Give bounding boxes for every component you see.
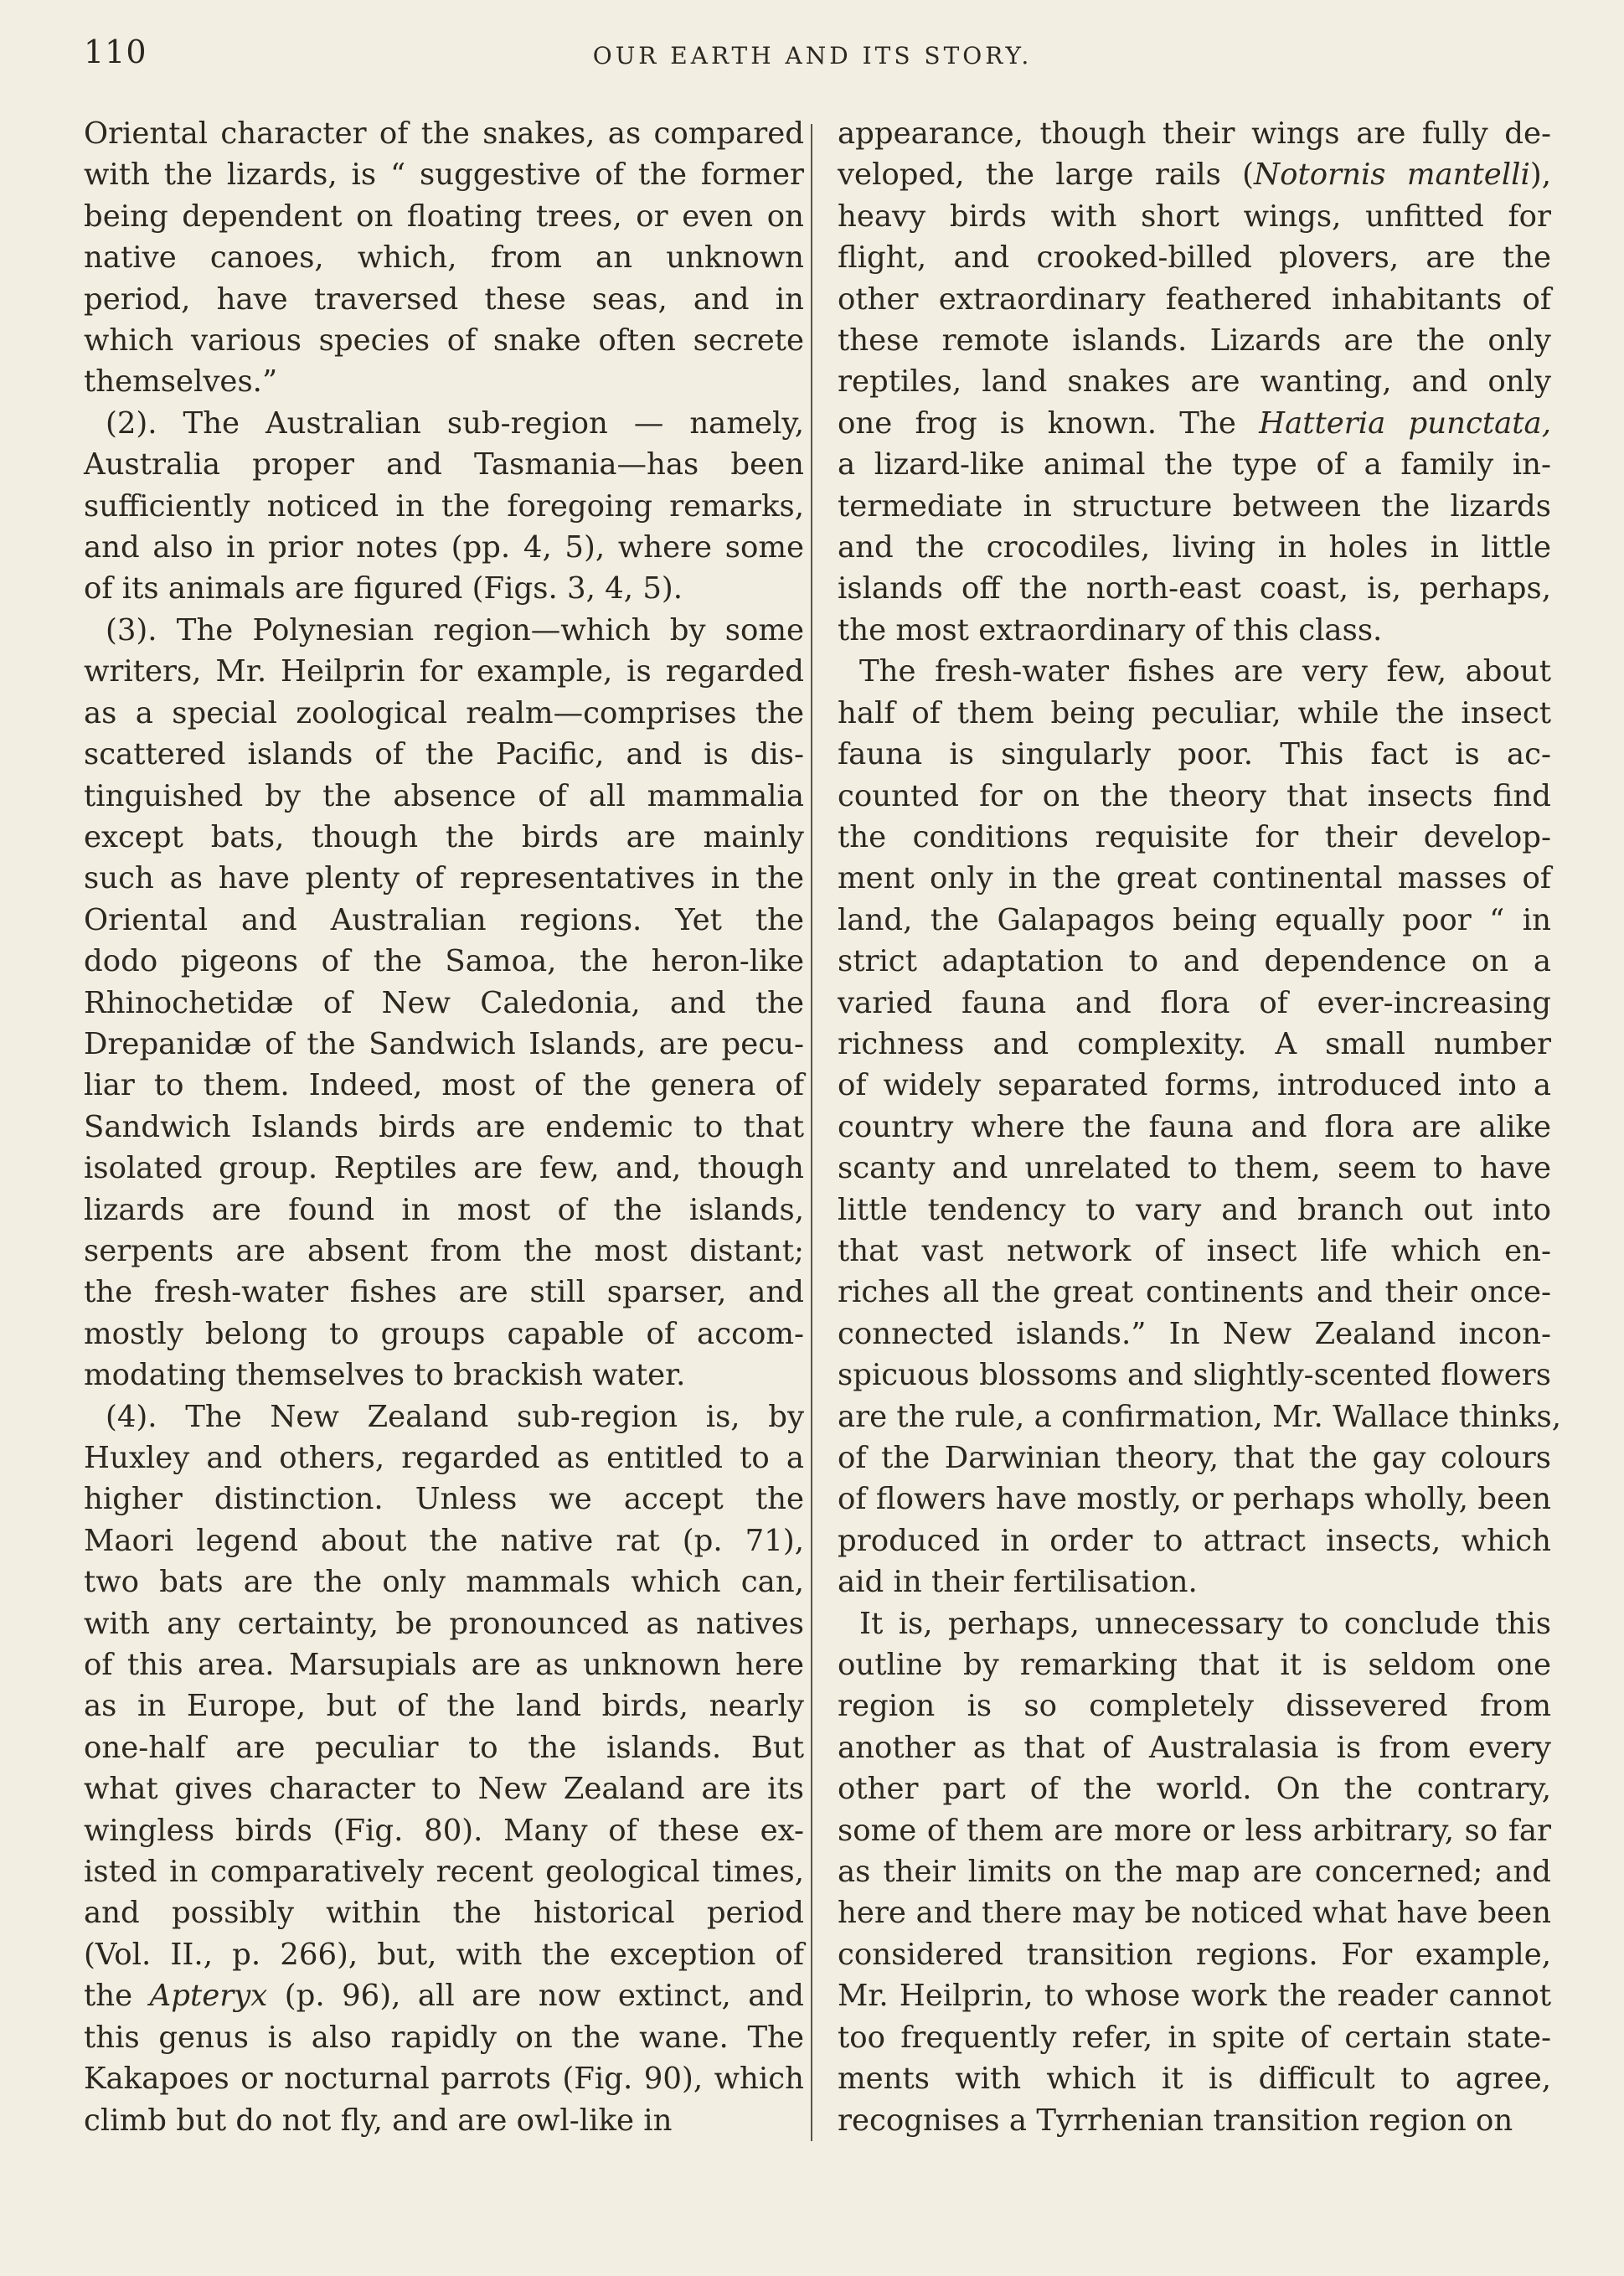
text-line: Rhinochetidæ of New Caledonia, and the <box>84 985 804 1020</box>
text-line: riches all the great continents and their once- <box>838 1275 1551 1310</box>
text-line <box>838 154 1551 195</box>
text-line: of widely separated forms, introduced into a <box>838 1068 1551 1103</box>
text-line: dodo pigeons of the Samoa, the heron-like <box>84 944 804 979</box>
text-line: country where the fauna and flora are alike <box>838 1109 1551 1144</box>
text-line: other extraordinary feathered inhabitants of <box>838 281 1551 317</box>
text-line: scattered islands of the Pacific, and is dis- <box>84 737 804 772</box>
text-line: as in Europe, but of the land birds, nearly <box>84 1689 804 1724</box>
text-line: considered transition regions. For example, <box>838 1937 1551 1972</box>
text-fragment: (p. 96), all are now extinct, and <box>267 1979 804 2014</box>
italic-species-name: Apteryx <box>149 1979 268 2014</box>
text-line: as their limits on the map are concerned; and <box>838 1855 1551 1890</box>
text-line: wingless birds (Fig. 80). Many of these ex- <box>84 1813 804 1848</box>
text-line: (Vol. II., p. 266), but, with the exception of <box>84 1937 804 1972</box>
text-line: ments with which it is difficult to agree, <box>838 2062 1551 2097</box>
text-line: and also in prior notes (pp. 4, 5), where some <box>84 530 804 565</box>
left-text-column <box>84 113 804 2141</box>
text-line: region is so completely dissevered from <box>838 1689 1551 1724</box>
text-line: land, the Galapagos being equally poor “ in <box>838 902 1551 937</box>
text-line: connected islands.” In New Zealand incon- <box>838 1316 1551 1351</box>
text-line: what gives character to New Zealand are its <box>84 1772 804 1807</box>
text-line: modating themselves to brackish water. <box>84 1358 686 1393</box>
text-line: lizards are found in most of the islands, <box>84 1192 804 1227</box>
text-line: Oriental and Australian regions. Yet the <box>84 902 804 937</box>
text-fragment: one frog is known. The <box>838 405 1260 441</box>
text-line: ment only in the great continental masses of <box>838 861 1551 896</box>
italic-species-name: Hatteria punctata, <box>1259 405 1551 441</box>
text-line: the most extraordinary of this class. <box>838 612 1383 648</box>
text-line: and possibly within the historical period <box>84 1896 804 1931</box>
text-line: recognises a Tyrrhenian transition region on <box>838 2103 1513 2138</box>
page-header <box>84 34 1541 84</box>
text-line: Maori legend about the native rat (p. 71), <box>84 1523 804 1558</box>
text-line: themselves.” <box>84 364 278 400</box>
text-line: fauna is singularly poor. This fact is ac- <box>838 737 1551 772</box>
text-line: a lizard-like animal the type of a family in- <box>838 447 1551 483</box>
text-line: Mr. Heilprin, to whose work the reader cannot <box>838 1979 1551 2014</box>
text-line: islands off the north-east coast, is, perhaps, <box>838 571 1551 606</box>
text-line: sufficiently noticed in the foregoing remarks, <box>84 488 804 524</box>
text-line: other part of the world. On the contrary, <box>838 1772 1551 1807</box>
text-line: spicuous blossoms and slightly-scented flowers <box>838 1358 1551 1393</box>
text-line: liar to them. Indeed, most of the genera of <box>84 1068 804 1103</box>
page-number: 110 <box>84 34 147 70</box>
text-line: outline by remarking that it is seldom one <box>838 1648 1551 1683</box>
text-line: scanty and unrelated to them, seem to have <box>838 1151 1551 1186</box>
text-line: Kakapoes or nocturnal parrots (Fig. 90), which <box>84 2062 804 2097</box>
text-line: higher distinction. Unless we accept the <box>84 1482 804 1517</box>
text-line: too frequently refer, in spite of certain state- <box>838 2020 1551 2055</box>
text-line: that vast network of insect life which en- <box>838 1233 1551 1268</box>
right-text-column <box>838 113 1562 2141</box>
text-line: aid in their fertilisation. <box>838 1565 1198 1600</box>
text-line <box>838 403 1551 444</box>
text-line: half of them being peculiar, while the insect <box>838 695 1551 730</box>
text-line: (3). The Polynesian region—which by some <box>106 612 804 648</box>
text-line: (4). The New Zealand sub-region is, by <box>106 1399 804 1434</box>
text-line: this genus is also rapidly on the wane. The <box>84 2020 804 2055</box>
text-line: two bats are the only mammals which can, <box>84 1565 804 1600</box>
text-line: richness and complexity. A small number <box>838 1026 1551 1061</box>
text-fragment: the <box>84 1979 150 2014</box>
text-line: heavy birds with short wings, unfitted for <box>838 199 1551 234</box>
text-line: The fresh-water fishes are very few, about <box>859 654 1551 689</box>
text-line: Oriental character of the snakes, as compared <box>84 116 804 151</box>
text-line: counted for on the theory that insects find <box>838 778 1551 813</box>
text-line: climb but do not fly, and are owl-like in <box>84 2103 673 2138</box>
text-line: and the crocodiles, living in holes in little <box>838 530 1551 565</box>
text-line <box>84 1975 804 2016</box>
text-line: except bats, though the birds are mainly <box>84 819 804 854</box>
text-line: being dependent on floating trees, or even on <box>84 199 804 234</box>
text-line: native canoes, which, from an unknown <box>84 240 804 276</box>
text-line: such as have plenty of representatives in the <box>84 861 804 896</box>
text-line: these remote islands. Lizards are the only <box>838 323 1551 359</box>
text-line: Australia proper and Tasmania—has been <box>84 447 804 483</box>
text-line: isolated group. Reptiles are few, and, though <box>84 1151 804 1186</box>
text-fragment: veloped, the large rails ( <box>838 157 1255 193</box>
text-line: which various species of snake often secrete <box>84 323 804 359</box>
text-line: Huxley and others, regarded as entitled to a <box>84 1441 804 1475</box>
text-line: as a special zoological realm—comprises the <box>84 695 804 730</box>
text-line: another as that of Australasia is from every <box>838 1730 1551 1765</box>
text-line: (2). The Australian sub-region — namely, <box>106 405 804 441</box>
text-line: writers, Mr. Heilprin for example, is regarded <box>84 654 804 689</box>
text-line: flight, and crooked-billed plovers, are the <box>838 240 1551 276</box>
italic-species-name: Notornis mantelli <box>1254 157 1530 193</box>
text-line: little tendency to vary and branch out into <box>838 1192 1551 1227</box>
text-line: mostly belong to groups capable of accom- <box>84 1316 804 1351</box>
text-line: of the Darwinian theory, that the gay colours <box>838 1441 1551 1475</box>
text-line: It is, perhaps, unnecessary to conclude this <box>859 1606 1551 1641</box>
column-divider <box>811 124 812 2141</box>
text-line: one-half are peculiar to the islands. But <box>84 1730 804 1765</box>
text-line: strict adaptation to and dependence on a <box>838 944 1551 979</box>
text-line: tinguished by the absence of all mammalia <box>84 778 804 813</box>
text-line: serpents are absent from the most distant; <box>84 1233 804 1268</box>
text-fragment: ), <box>1529 157 1551 193</box>
text-line: Sandwich Islands birds are endemic to that <box>84 1109 804 1144</box>
text-line: period, have traversed these seas, and in <box>84 281 804 317</box>
text-line: of this area. Marsupials are as unknown here <box>84 1648 804 1683</box>
text-line: of flowers have mostly, or perhaps wholly, been <box>838 1482 1551 1517</box>
text-line: Drepanidæ of the Sandwich Islands, are pecu- <box>84 1026 804 1061</box>
text-line: appearance, though their wings are fully de- <box>838 116 1551 151</box>
text-line: produced in order to attract insects, which <box>838 1523 1551 1558</box>
text-line: with any certainty, be pronounced as natives <box>84 1606 804 1641</box>
text-line: some of them are more or less arbitrary, so far <box>838 1813 1551 1848</box>
text-line: here and there may be noticed what have been <box>838 1896 1551 1931</box>
text-line: with the lizards, is “ suggestive of the former <box>84 157 804 193</box>
text-line: termediate in structure between the lizards <box>838 488 1551 524</box>
text-line: the conditions requisite for their develop- <box>838 819 1551 854</box>
text-line: of its animals are figured (Figs. 3, 4, 5). <box>84 571 683 606</box>
running-title: OUR EARTH AND ITS STORY. <box>592 42 1033 70</box>
text-line: are the rule, a confirmation, Mr. Wallace thinks, <box>838 1399 1562 1434</box>
text-line: the fresh-water fishes are still sparser, and <box>84 1275 804 1310</box>
text-line: reptiles, land snakes are wanting, and only <box>838 364 1551 400</box>
text-line: isted in comparatively recent geological times, <box>84 1855 804 1890</box>
text-line: varied fauna and flora of ever-increasing <box>838 985 1551 1020</box>
